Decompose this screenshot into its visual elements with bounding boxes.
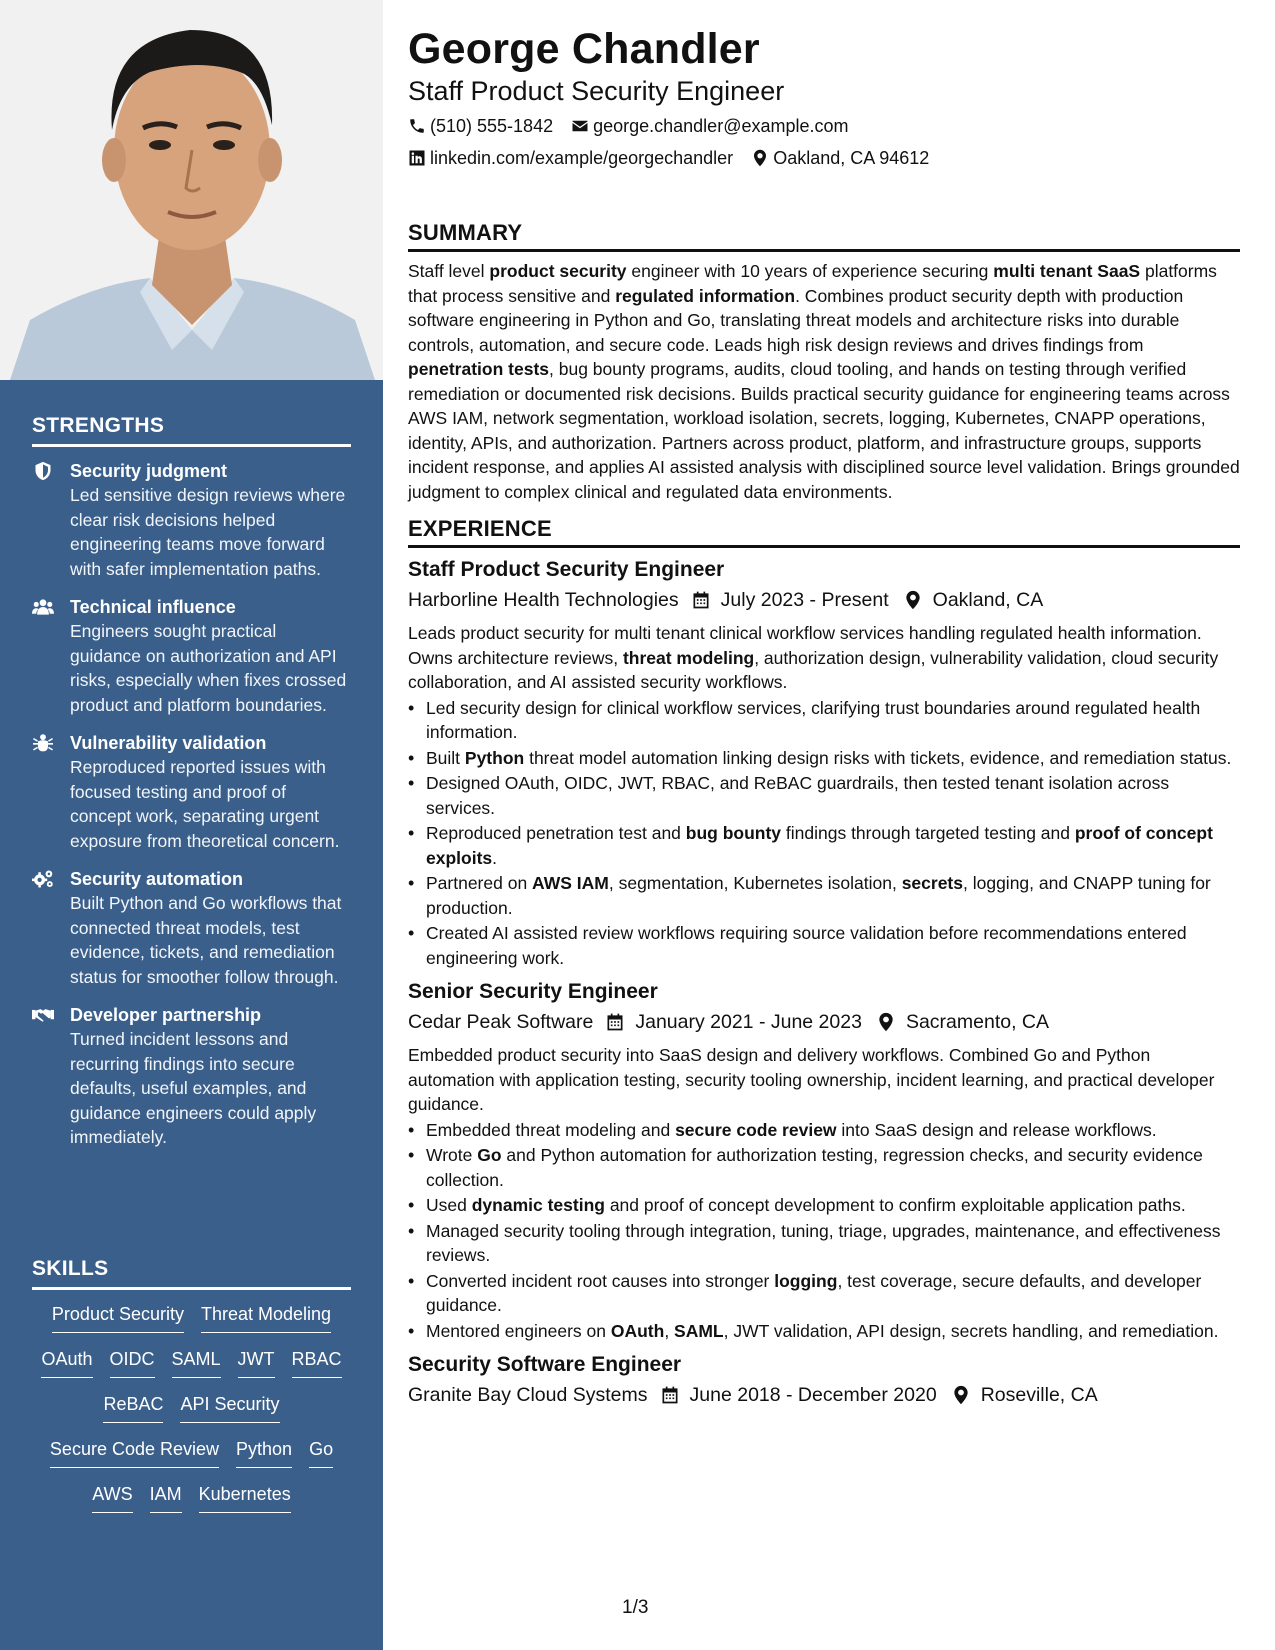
users-icon (32, 597, 54, 617)
linkedin-item (408, 146, 733, 170)
strength-title: Developer partnership (70, 1005, 262, 1025)
skills-section (0, 1257, 383, 1513)
bold-text: proof of concept exploits (426, 823, 1213, 868)
phone-icon (408, 117, 426, 135)
bold-text: AWS IAM (532, 873, 609, 893)
text-segment: Designed OAuth, OIDC, JWT, RBAC, and ReBAC guardrails, then tested tenant isolation across services. (426, 773, 1170, 818)
text-segment: Managed security tooling through integration, tuning, triage, upgrades, maintenance, and effectiveness reviews. (426, 1220, 1221, 1265)
gears-icon (32, 869, 54, 889)
skill-tag: ReBAC (103, 1392, 163, 1423)
bold-text: dynamic testing (471, 1195, 605, 1215)
text-segment: Leads product security for multi tenant clinical workflow services handling regulated health information. Owns architecture reviews, (408, 623, 1202, 668)
bold-text: threat modeling (622, 647, 755, 668)
job-bullets (408, 696, 1240, 971)
dates-text: July 2023 - Present (720, 589, 889, 611)
job-dates (605, 1008, 862, 1036)
text-segment: Reproduced penetration test and (426, 823, 686, 843)
skill-tag: Secure Code Review (50, 1437, 219, 1468)
calendar-icon (691, 590, 711, 610)
bullet-item (408, 1219, 1240, 1268)
job-title: Security Software Engineer (408, 1353, 682, 1376)
text-segment: , JWT validation, API design, secrets handling, and remediation. (723, 1320, 1219, 1341)
job-description (408, 1043, 1240, 1117)
company-name: Granite Bay Cloud Systems (408, 1384, 648, 1406)
skill-row (32, 1302, 351, 1333)
bullet-item (408, 1118, 1240, 1143)
job-title: Senior Security Engineer (408, 980, 658, 1003)
text-segment: , logging, and CNAPP tuning for production. (426, 873, 1211, 918)
strength-text: Engineers sought practical guidance on authorization and API risks, especially when fixes crossed product and platform boundaries. (70, 621, 347, 715)
location-item (751, 146, 929, 170)
job-dates (691, 586, 889, 614)
contact-row (408, 114, 1240, 138)
handshake-icon (32, 1005, 54, 1025)
skill-tag: JWT (238, 1347, 275, 1378)
strength-text: Turned incident lessons and recurring findings into secure defaults, useful examples, and guidance engineers could apply immediately. (70, 1029, 317, 1147)
bullet-item (408, 746, 1240, 771)
portrait-illustration (0, 0, 383, 380)
skill-tag: Kubernetes (199, 1482, 291, 1513)
strengths-title: STRENGTHS (32, 414, 351, 447)
map-pin-icon (951, 1385, 971, 1405)
skill-row (32, 1392, 351, 1423)
text-segment: into SaaS design and release workflows. (836, 1119, 1157, 1140)
skill-tag: Threat Modeling (201, 1302, 331, 1333)
skills-list (32, 1302, 351, 1513)
summary-title: SUMMARY (408, 220, 1240, 252)
text-segment: , authorization design, vulnerability validation, cloud security collaboration, and AI assisted security workflows. (408, 647, 1219, 692)
job-entry (408, 978, 1240, 1343)
phone-item (408, 114, 553, 138)
envelope-icon (571, 117, 589, 135)
skill-tag: Go (309, 1437, 333, 1468)
bold-text: SAML (674, 1320, 724, 1341)
text-segment: Created AI assisted review workflows requiring source validation before recommendations entered engineering work. (426, 923, 1187, 968)
strength-item (32, 867, 351, 989)
shield-icon (32, 461, 54, 481)
text-segment: , segmentation, Kubernetes isolation, (608, 873, 902, 893)
job-entry (408, 556, 1240, 970)
bold-text: Go (477, 1145, 502, 1165)
text-segment: platforms that process sensitive and (408, 261, 1217, 306)
strengths-section (0, 414, 383, 1164)
candidate-name: George Chandler (408, 25, 760, 73)
strength-title: Security automation (70, 869, 244, 889)
skill-tag: RBAC (292, 1347, 342, 1378)
job-title: Staff Product Security Engineer (408, 558, 725, 581)
bullet-item (408, 771, 1240, 820)
strength-text: Reproduced reported issues with focused testing and proof of concept work, separating urgent exposure from theoretical concern. (70, 757, 340, 851)
strength-item (32, 731, 351, 853)
company-name: Cedar Peak Software (408, 1011, 594, 1033)
dates-text: June 2018 - December 2020 (689, 1384, 937, 1406)
bold-text: bug bounty (685, 823, 782, 843)
text-segment: . Combines product security depth with production software engineering in Python and Go, translating threat models and architecture risks into durable controls, automation, and secure code. Leads high risk design reviews and drives findings from (408, 285, 1184, 355)
page-number: 1/3 (622, 1597, 649, 1618)
skill-tag: Product Security (52, 1302, 184, 1333)
strength-title: Security judgment (70, 461, 228, 481)
bug-icon (32, 733, 54, 753)
text-segment: , test coverage, secure defaults, and developer guidance. (426, 1270, 1202, 1315)
location-text: Roseville, CA (980, 1384, 1098, 1406)
location-text: Oakland, CA 94612 (773, 148, 930, 168)
text-segment: Led security design for clinical workflow services, clarifying trust boundaries around regulated health information. (426, 697, 1201, 742)
bullet-item (408, 1193, 1240, 1218)
map-pin-icon (903, 590, 923, 610)
bullet-item (408, 1319, 1240, 1344)
linkedin-icon (408, 149, 426, 167)
bullet-item (408, 1269, 1240, 1318)
phone-text[interactable]: (510) 555-1842 (430, 116, 554, 136)
text-segment: , bug bounty programs, audits, cloud tooling, and hands on testing through verified remediation or documented risk decisions. Builds practical security guidance for engineering teams across AWS IAM, network segmentation, workload isolation, secrets, logging, Kubernetes, CNAPP operations, identity, APIs, and authorization. Partners across product, platform, and infrastructure groups, supports incident response, and applies AI assisted analysis with disciplined source level validation. Brings grounded judgment to complex clinical and regulated data environments. (408, 359, 1240, 502)
text-segment: . (492, 847, 498, 868)
bullet-item (408, 821, 1240, 870)
location-text: Sacramento, CA (905, 1011, 1050, 1033)
strength-item (32, 459, 351, 581)
job-meta (408, 1008, 1240, 1036)
bold-text: product security (489, 261, 627, 281)
map-pin-icon (876, 1012, 896, 1032)
text-segment: engineer with 10 years of experience securing (626, 261, 994, 281)
strength-title: Technical influence (70, 597, 236, 617)
text-segment: Converted incident root causes into stronger (426, 1270, 775, 1291)
calendar-icon (660, 1385, 680, 1405)
text-segment: threat model automation linking design risks with tickets, evidence, and remediation status. (524, 747, 1232, 768)
text-segment: Staff level (408, 261, 490, 281)
job-meta (408, 586, 1240, 614)
skill-row (32, 1347, 351, 1378)
skill-tag: API Security (180, 1392, 279, 1423)
contact-row-2 (408, 146, 1240, 170)
profile-photo (0, 0, 383, 380)
candidate-role: Staff Product Security Engineer (408, 76, 785, 106)
job-description (408, 621, 1240, 695)
job-entry (408, 1351, 1240, 1409)
strength-text: Led sensitive design reviews where clear risk decisions helped engineering teams move forward with safer implementation paths. (70, 485, 346, 579)
bold-text: secure code review (675, 1119, 837, 1140)
main-content (408, 24, 1240, 1409)
text-segment: Mentored engineers on (426, 1320, 611, 1341)
job-location (903, 586, 1044, 614)
email-item (571, 114, 848, 138)
bold-text: secrets (901, 873, 963, 893)
email-text[interactable]: george.chandler@example.com (593, 116, 849, 136)
map-pin-icon (751, 149, 769, 167)
skill-tag: OIDC (110, 1347, 155, 1378)
skill-tag: SAML (172, 1347, 221, 1378)
company-name: Harborline Health Technologies (408, 589, 679, 611)
experience-list (408, 556, 1240, 1409)
strength-item (32, 595, 351, 717)
text-segment: and Python automation for authorization testing, regression checks, and security evidence collection. (426, 1145, 1203, 1190)
text-segment: Embedded threat modeling and (426, 1119, 676, 1140)
bullet-item (408, 1143, 1240, 1192)
text-segment: , (664, 1320, 675, 1341)
location-text: Oakland, CA (932, 589, 1044, 611)
skill-tag: OAuth (41, 1347, 92, 1378)
bold-text: logging (774, 1270, 838, 1291)
text-segment: Built (426, 747, 465, 768)
bullet-item (408, 921, 1240, 970)
skill-row (32, 1482, 351, 1513)
bullet-item (408, 696, 1240, 745)
text-segment: Embedded product security into SaaS design and delivery workflows. Combined Go and Python automation with application testing, security tooling ownership, incident learning, and practical developer guidance. (408, 1045, 1215, 1114)
bullet-item (408, 871, 1240, 920)
text-segment: Used (426, 1195, 472, 1215)
job-location (951, 1381, 1098, 1409)
dates-text: January 2021 - June 2023 (635, 1011, 862, 1033)
job-location (876, 1008, 1049, 1036)
job-bullets (408, 1118, 1240, 1344)
job-dates (660, 1381, 937, 1409)
bold-text: OAuth (610, 1320, 665, 1341)
calendar-icon (605, 1012, 625, 1032)
text-segment: and proof of concept development to confirm exploitable application paths. (604, 1195, 1186, 1215)
linkedin-text[interactable]: linkedin.com/example/georgechandler (430, 148, 734, 168)
experience-title: EXPERIENCE (408, 516, 1240, 548)
strength-item (32, 1003, 351, 1150)
summary-text (408, 259, 1240, 504)
skill-tag: AWS (92, 1482, 132, 1513)
strength-text: Built Python and Go workflows that connected threat models, test evidence, tickets, and remediation status for smoother follow through. (70, 893, 342, 987)
skills-title: SKILLS (32, 1257, 351, 1290)
strength-title: Vulnerability validation (70, 733, 267, 753)
sidebar (0, 0, 383, 1650)
text-segment: findings through targeted testing and (781, 823, 1075, 843)
skill-tag: IAM (150, 1482, 182, 1513)
skill-row (32, 1437, 351, 1468)
bold-text: regulated information (615, 285, 796, 306)
text-segment: Wrote (426, 1145, 478, 1165)
job-meta (408, 1381, 1240, 1409)
text-segment: Partnered on (426, 873, 533, 893)
bold-text: multi tenant SaaS (993, 261, 1141, 281)
bold-text: penetration tests (408, 359, 549, 379)
bold-text: Python (464, 747, 525, 768)
skill-tag: Python (236, 1437, 292, 1468)
